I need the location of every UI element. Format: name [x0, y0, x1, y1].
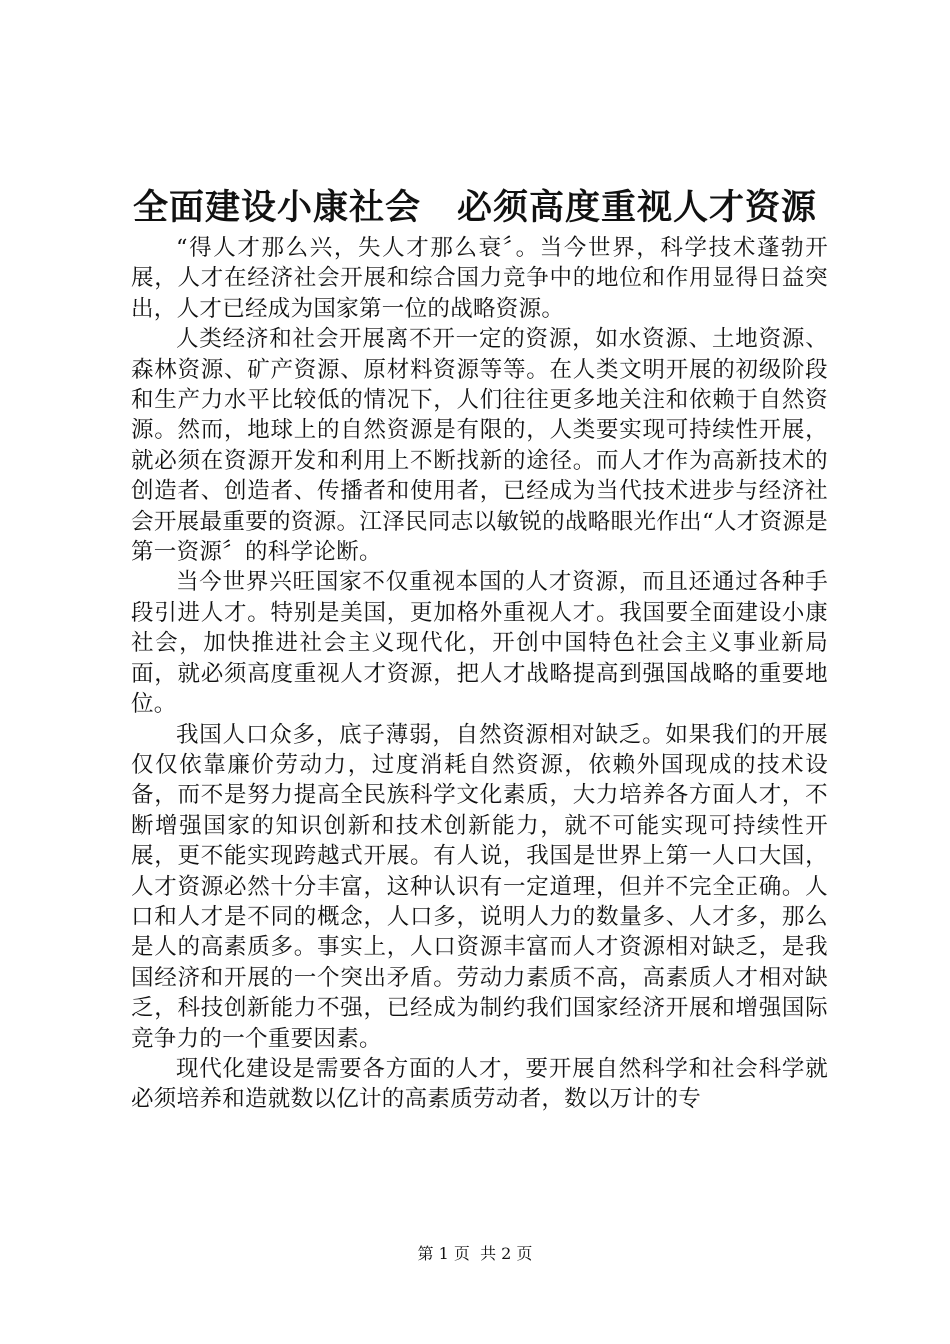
- document-body: [131, 233, 828, 1115]
- paragraph: 人类经济和社会开展离不开一定的资源，如水资源、土地资源、森林资源、矿产资源、原材料资源等等。在人类文明开展的初级阶段和生产力水平比较低的情况下，人们往往更多地关注和依赖于自然资源。然而，地球上的自然资源是有限的，人类要实现可持续性开展，就必须在资源开发和利用上不断找新的途径。而人才作为高新技术的创造者、创造者、传播者和使用者，已经成为当代技术进步与经济社会开展最重要的资源。江泽民同志以敏锐的战略眼光作出“人才资源是第一资源〞的科学论断。: [131, 326, 828, 566]
- paragraph: 我国人口众多，底子薄弱，自然资源相对缺乏。如果我们的开展仅仅依靠廉价劳动力，过度消耗自然资源，依赖外国现成的技术设备，而不是努力提高全民族科学文化素质，大力培养各方面人才，不断增强国家的知识创新和技术创新能力，就不可能实现可持续性开展，更不能实现跨越式开展。有人说，我国是世界上第一人口大国，人才资源必然十分丰富，这种认识有一定道理，但并不完全正确。人口和人才是不同的概念，人口多，说明人力的数量多、人才多，那么是人的高素质多。事实上，人口资源丰富而人才资源相对缺乏，是我国经济和开展的一个突出矛盾。劳动力素质不高，高素质人才相对缺乏，科技创新能力不强，已经成为制约我们国家经济开展和增强国际竞争力的一个重要因素。: [131, 721, 828, 1052]
- page-title: 全面建设小康社会 必须高度重视人才资源: [132, 187, 817, 228]
- paragraph: 当今世界兴旺国家不仅重视本国的人才资源，而且还通过各种手段引进人才。特别是美国，更加格外重视人才。我国要全面建设小康社会，加快推进社会主义现代化，开创中国特色社会主义事业新局面，就必须高度重视人才资源，把人才战略提高到强国战略的重要地位。: [131, 569, 828, 718]
- paragraph: “得人才那么兴，失人才那么衰〞。当今世界，科学技术蓬勃开展，人才在经济社会开展和综合国力竞争中的地位和作用显得日益突出，人才已经成为国家第一位的战略资源。: [131, 235, 828, 322]
- paragraph: 现代化建设是需要各方面的人才，要开展自然科学和社会科学就必须培养和造就数以亿计的高素质劳动者，数以万计的专: [131, 1055, 828, 1113]
- page-number-footer: 第 1 页 共 2 页: [417, 1244, 533, 1263]
